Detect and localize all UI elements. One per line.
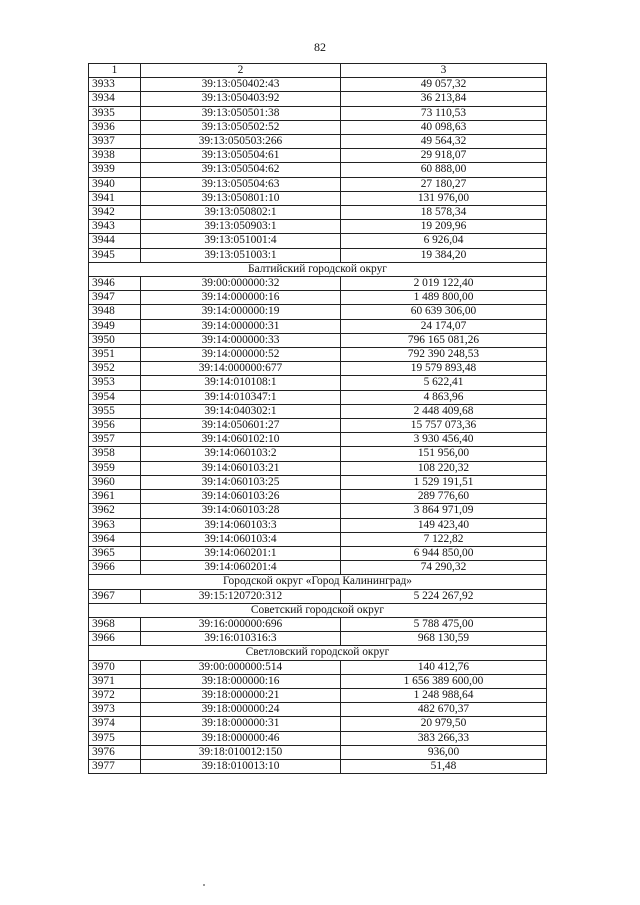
table-row (89, 404, 547, 418)
cadastral-value: 5 622,41 (341, 376, 547, 390)
row-number: 3972 (89, 688, 141, 702)
cadastral-value: 140 412,76 (341, 660, 547, 674)
cadastral-value: 20 979,50 (341, 717, 547, 731)
cadastral-value: 60 639 306,00 (341, 305, 547, 319)
cadastral-number: 39:14:010347:1 (141, 390, 341, 404)
section-row (89, 646, 547, 660)
cadastral-value: 15 757 073,36 (341, 419, 547, 433)
row-number: 3966 (89, 632, 141, 646)
cadastral-value: 19 579 893,48 (341, 362, 547, 376)
table-row (89, 518, 547, 532)
scan-speck (203, 884, 205, 886)
row-number: 3973 (89, 703, 141, 717)
cadastral-value: 131 976,00 (341, 191, 547, 205)
table-row (89, 348, 547, 362)
row-number: 3959 (89, 461, 141, 475)
row-number: 3935 (89, 106, 141, 120)
row-number: 3954 (89, 390, 141, 404)
cadastral-value: 149 423,40 (341, 518, 547, 532)
cadastral-number: 39:14:060103:21 (141, 461, 341, 475)
table-row (89, 376, 547, 390)
cadastral-number: 39:14:000000:52 (141, 348, 341, 362)
table-row (89, 546, 547, 560)
cadastral-number: 39:13:050403:92 (141, 92, 341, 106)
cadastral-value: 51,48 (341, 759, 547, 773)
section-row (89, 603, 547, 617)
cadastral-number: 39:00:000000:32 (141, 277, 341, 291)
cadastral-number: 39:14:060103:3 (141, 518, 341, 532)
cadastral-value: 968 130,59 (341, 632, 547, 646)
column-header-1: 1 (89, 64, 141, 78)
cadastral-value-table (88, 63, 547, 774)
table-row (89, 248, 547, 262)
cadastral-number: 39:13:050504:63 (141, 177, 341, 191)
cadastral-number: 39:14:000000:677 (141, 362, 341, 376)
cadastral-value: 1 248 988,64 (341, 688, 547, 702)
row-number: 3966 (89, 561, 141, 575)
row-number: 3947 (89, 291, 141, 305)
table-row (89, 617, 547, 631)
table-row (89, 759, 547, 773)
section-row (89, 262, 547, 276)
table-row (89, 447, 547, 461)
table-row (89, 120, 547, 134)
row-number: 3941 (89, 191, 141, 205)
table-row (89, 92, 547, 106)
cadastral-value: 40 098,63 (341, 120, 547, 134)
cadastral-value: 151 956,00 (341, 447, 547, 461)
cadastral-value: 289 776,60 (341, 490, 547, 504)
row-number: 3946 (89, 277, 141, 291)
row-number: 3963 (89, 518, 141, 532)
cadastral-value: 74 290,32 (341, 561, 547, 575)
table-row (89, 475, 547, 489)
row-number: 3937 (89, 135, 141, 149)
cadastral-number: 39:18:000000:46 (141, 731, 341, 745)
column-number-row (89, 64, 547, 78)
row-number: 3976 (89, 745, 141, 759)
cadastral-value: 29 918,07 (341, 149, 547, 163)
cadastral-value: 792 390 248,53 (341, 348, 547, 362)
cadastral-number: 39:13:051001:4 (141, 234, 341, 248)
cadastral-number: 39:14:060201:4 (141, 561, 341, 575)
row-number: 3953 (89, 376, 141, 390)
cadastral-value: 60 888,00 (341, 163, 547, 177)
table-row (89, 277, 547, 291)
cadastral-value: 6 944 850,00 (341, 546, 547, 560)
cadastral-number: 39:14:060103:25 (141, 475, 341, 489)
cadastral-value: 19 384,20 (341, 248, 547, 262)
cadastral-number: 39:13:051003:1 (141, 248, 341, 262)
table-row (89, 163, 547, 177)
cadastral-number: 39:13:050504:62 (141, 163, 341, 177)
row-number: 3965 (89, 546, 141, 560)
cadastral-value: 49 564,32 (341, 135, 547, 149)
cadastral-value: 1 656 389 600,00 (341, 674, 547, 688)
table-row (89, 660, 547, 674)
table-row (89, 461, 547, 475)
row-number: 3967 (89, 589, 141, 603)
table-row (89, 78, 547, 92)
row-number: 3944 (89, 234, 141, 248)
cadastral-number: 39:14:010108:1 (141, 376, 341, 390)
row-number: 3951 (89, 348, 141, 362)
table-row (89, 532, 547, 546)
row-number: 3939 (89, 163, 141, 177)
cadastral-number: 39:18:010012:150 (141, 745, 341, 759)
table-row (89, 745, 547, 759)
cadastral-number: 39:13:050802:1 (141, 206, 341, 220)
cadastral-value: 383 266,33 (341, 731, 547, 745)
table-row (89, 149, 547, 163)
table-row (89, 674, 547, 688)
cadastral-number: 39:13:050903:1 (141, 220, 341, 234)
row-number: 3948 (89, 305, 141, 319)
cadastral-number: 39:14:060103:28 (141, 504, 341, 518)
row-number: 3961 (89, 490, 141, 504)
column-header-3: 3 (341, 64, 547, 78)
row-number: 3955 (89, 404, 141, 418)
table-row (89, 390, 547, 404)
cadastral-value: 36 213,84 (341, 92, 547, 106)
cadastral-value: 7 122,82 (341, 532, 547, 546)
cadastral-number: 39:14:060201:1 (141, 546, 341, 560)
row-number: 3936 (89, 120, 141, 134)
row-number: 3934 (89, 92, 141, 106)
cadastral-number: 39:14:060103:26 (141, 490, 341, 504)
table-row (89, 561, 547, 575)
section-title: Городской округ «Город Калининград» (89, 575, 547, 589)
row-number: 3938 (89, 149, 141, 163)
cadastral-number: 39:16:010316:3 (141, 632, 341, 646)
table-row (89, 688, 547, 702)
table-row (89, 319, 547, 333)
cadastral-value: 482 670,37 (341, 703, 547, 717)
table-row (89, 333, 547, 347)
section-title: Балтийский городской округ (89, 262, 547, 276)
cadastral-value: 5 224 267,92 (341, 589, 547, 603)
row-number: 3945 (89, 248, 141, 262)
cadastral-value: 27 180,27 (341, 177, 547, 191)
cadastral-number: 39:14:060102:10 (141, 433, 341, 447)
table-row (89, 490, 547, 504)
cadastral-number: 39:18:010013:10 (141, 759, 341, 773)
cadastral-number: 39:13:050503:266 (141, 135, 341, 149)
table-row (89, 717, 547, 731)
cadastral-value: 108 220,32 (341, 461, 547, 475)
cadastral-value: 49 057,32 (341, 78, 547, 92)
cadastral-number: 39:15:120720:312 (141, 589, 341, 603)
table-row (89, 731, 547, 745)
row-number: 3971 (89, 674, 141, 688)
row-number: 3975 (89, 731, 141, 745)
cadastral-number: 39:18:000000:24 (141, 703, 341, 717)
table-row (89, 433, 547, 447)
row-number: 3962 (89, 504, 141, 518)
cadastral-value: 1 529 191,51 (341, 475, 547, 489)
cadastral-number: 39:13:050402:43 (141, 78, 341, 92)
row-number: 3968 (89, 617, 141, 631)
table-row (89, 206, 547, 220)
page-number: 82 (314, 40, 326, 54)
cadastral-number: 39:14:000000:33 (141, 333, 341, 347)
row-number: 3974 (89, 717, 141, 731)
table-row (89, 191, 547, 205)
row-number: 3942 (89, 206, 141, 220)
row-number: 3940 (89, 177, 141, 191)
cadastral-number: 39:14:000000:19 (141, 305, 341, 319)
table-row (89, 632, 547, 646)
table-row (89, 177, 547, 191)
cadastral-value: 1 489 800,00 (341, 291, 547, 305)
row-number: 3960 (89, 475, 141, 489)
table-row (89, 106, 547, 120)
cadastral-value: 18 578,34 (341, 206, 547, 220)
cadastral-value: 5 788 475,00 (341, 617, 547, 631)
cadastral-number: 39:13:050504:61 (141, 149, 341, 163)
table-row (89, 504, 547, 518)
section-title: Советский городской округ (89, 603, 547, 617)
cadastral-number: 39:14:060103:2 (141, 447, 341, 461)
table-row (89, 220, 547, 234)
table-row (89, 135, 547, 149)
cadastral-number: 39:18:000000:21 (141, 688, 341, 702)
table-row (89, 305, 547, 319)
cadastral-number: 39:13:050801:10 (141, 191, 341, 205)
cadastral-number: 39:14:040302:1 (141, 404, 341, 418)
cadastral-number: 39:14:000000:31 (141, 319, 341, 333)
table-row (89, 291, 547, 305)
table-row (89, 589, 547, 603)
row-number: 3977 (89, 759, 141, 773)
cadastral-value: 2 448 409,68 (341, 404, 547, 418)
cadastral-number: 39:13:050502:52 (141, 120, 341, 134)
cadastral-value: 3 864 971,09 (341, 504, 547, 518)
row-number: 3958 (89, 447, 141, 461)
cadastral-value: 6 926,04 (341, 234, 547, 248)
cadastral-number: 39:14:000000:16 (141, 291, 341, 305)
section-row (89, 575, 547, 589)
table-body (89, 78, 547, 774)
cadastral-value: 3 930 456,40 (341, 433, 547, 447)
cadastral-number: 39:18:000000:16 (141, 674, 341, 688)
cadastral-value: 936,00 (341, 745, 547, 759)
table-row (89, 419, 547, 433)
table-row (89, 362, 547, 376)
row-number: 3949 (89, 319, 141, 333)
section-title: Светловский городской округ (89, 646, 547, 660)
cadastral-number: 39:13:050501:38 (141, 106, 341, 120)
row-number: 3950 (89, 333, 141, 347)
row-number: 3943 (89, 220, 141, 234)
row-number: 3933 (89, 78, 141, 92)
cadastral-value: 796 165 081,26 (341, 333, 547, 347)
cadastral-number: 39:14:050601:27 (141, 419, 341, 433)
cadastral-value: 4 863,96 (341, 390, 547, 404)
row-number: 3957 (89, 433, 141, 447)
cadastral-value: 24 174,07 (341, 319, 547, 333)
row-number: 3970 (89, 660, 141, 674)
cadastral-number: 39:16:000000:696 (141, 617, 341, 631)
row-number: 3952 (89, 362, 141, 376)
cadastral-value: 19 209,96 (341, 220, 547, 234)
table-row (89, 703, 547, 717)
row-number: 3956 (89, 419, 141, 433)
column-header-2: 2 (141, 64, 341, 78)
cadastral-number: 39:00:000000:514 (141, 660, 341, 674)
cadastral-value: 73 110,53 (341, 106, 547, 120)
cadastral-number: 39:18:000000:31 (141, 717, 341, 731)
cadastral-value: 2 019 122,40 (341, 277, 547, 291)
cadastral-number: 39:14:060103:4 (141, 532, 341, 546)
row-number: 3964 (89, 532, 141, 546)
table-row (89, 234, 547, 248)
